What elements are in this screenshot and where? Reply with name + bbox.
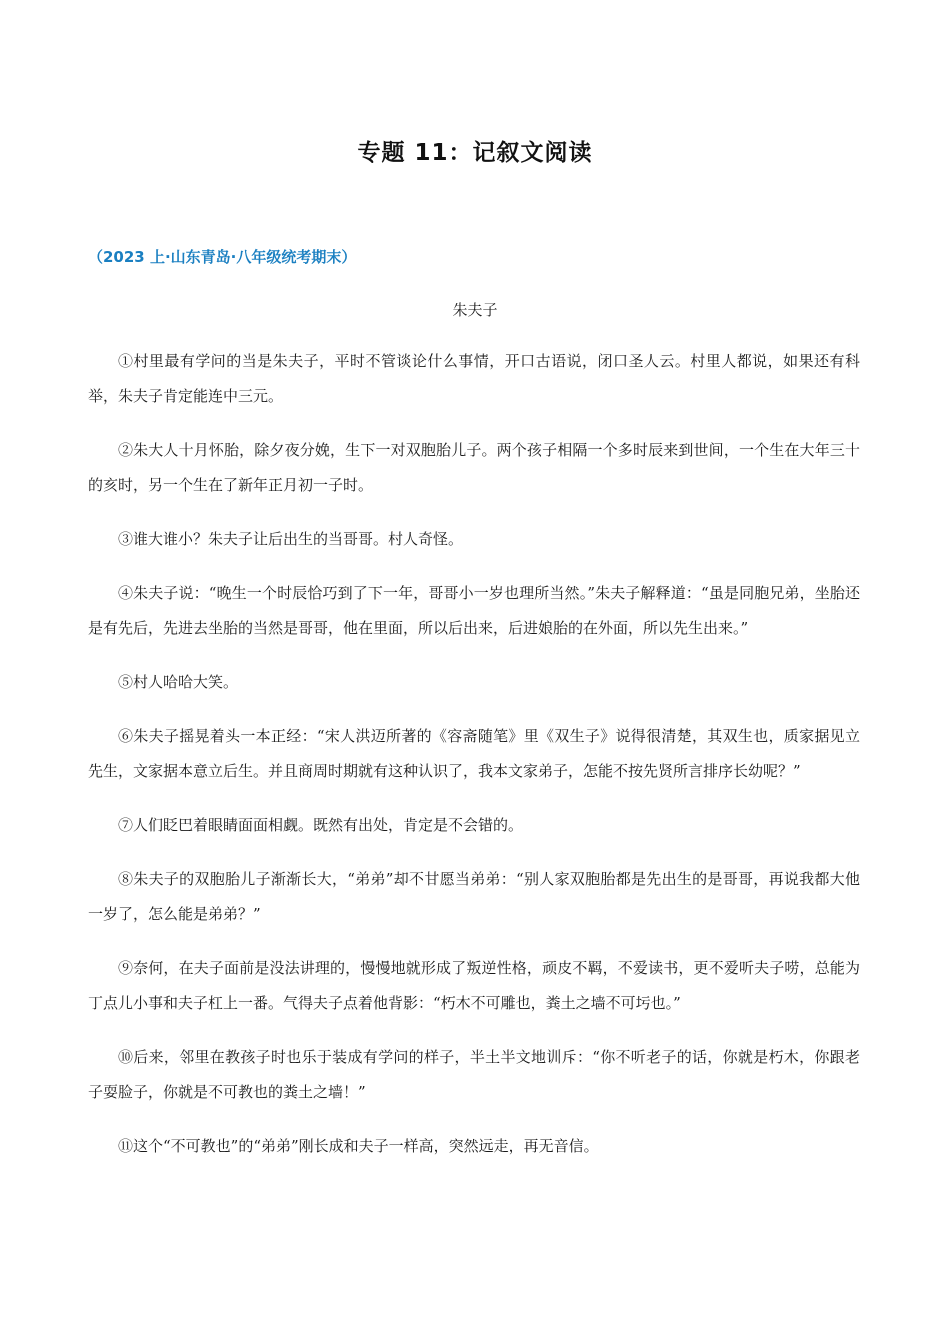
article-title: 朱夫子	[452, 301, 498, 319]
article-body	[88, 344, 860, 1183]
paragraph-2: ②朱大人十月怀胎，除夕夜分娩，生下一对双胞胎儿子。两个孩子相隔一个多时辰来到世间，一个生在大年三十的亥时，另一个生在了新年正月初一子时。	[88, 441, 860, 494]
paragraph-5: ⑤村人哈哈大笑。	[118, 673, 239, 691]
paragraph-10: ⑩后来，邻里在教孩子时也乐于装成有学问的样子，半土半文地训斥：“你不听老子的话，你就是朽木，你跟老子耍脸子，你就是不可教也的粪土之墙！”	[88, 1048, 860, 1101]
paragraph-7: ⑦人们眨巴着眼睛面面相觑。既然有出处，肯定是不会错的。	[118, 816, 524, 834]
paragraph-3: ③谁大谁小？朱夫子让后出生的当哥哥。村人奇怪。	[118, 530, 464, 548]
paragraph-11: ⑪这个“不可教也”的“弟弟”刚长成和夫子一样高，突然远走，再无音信。	[118, 1137, 599, 1155]
paragraph-4: ④朱夫子说：“晚生一个时辰恰巧到了下一年，哥哥小一岁也理所当然。”朱夫子解释道：“虽是同胞兄弟，坐胎还是有先后，先进去坐胎的当然是哥哥，他在里面，所以后出来，后进娘胎的在外面，所以先生出来。”	[88, 584, 860, 637]
paragraph-8: ⑧朱夫子的双胞胎儿子渐渐长大，“弟弟”却不甘愿当弟弟：“别人家双胞胎都是先出生的是哥哥，再说我都大他一岁了，怎么能是弟弟？”	[88, 870, 860, 923]
exam-source: （2023 上·山东青岛·八年级统考期末）	[88, 248, 357, 266]
paragraph-9: ⑨奈何，在夫子面前是没法讲理的，慢慢地就形成了叛逆性格，顽皮不羁，不爱读书，更不爱听夫子唠，总能为丁点儿小事和夫子杠上一番。气得夫子点着他背影：“朽木不可雕也，粪土之墙不可圬也。”	[88, 959, 860, 1012]
paragraph-1: ①村里最有学问的当是朱夫子，平时不管谈论什么事情，开口古语说，闭口圣人云。村里人都说，如果还有科举，朱夫子肯定能连中三元。	[88, 352, 860, 405]
page-title: 专题 11：记叙文阅读	[357, 140, 593, 166]
paragraph-6: ⑥朱夫子摇晃着头一本正经：“宋人洪迈所著的《容斋随笔》里《双生子》说得很清楚，其双生也，质家据见立先生，文家据本意立后生。并且商周时期就有这种认识了，我本文家弟子，怎能不按先贤所言排序长幼呢？”	[88, 727, 860, 780]
